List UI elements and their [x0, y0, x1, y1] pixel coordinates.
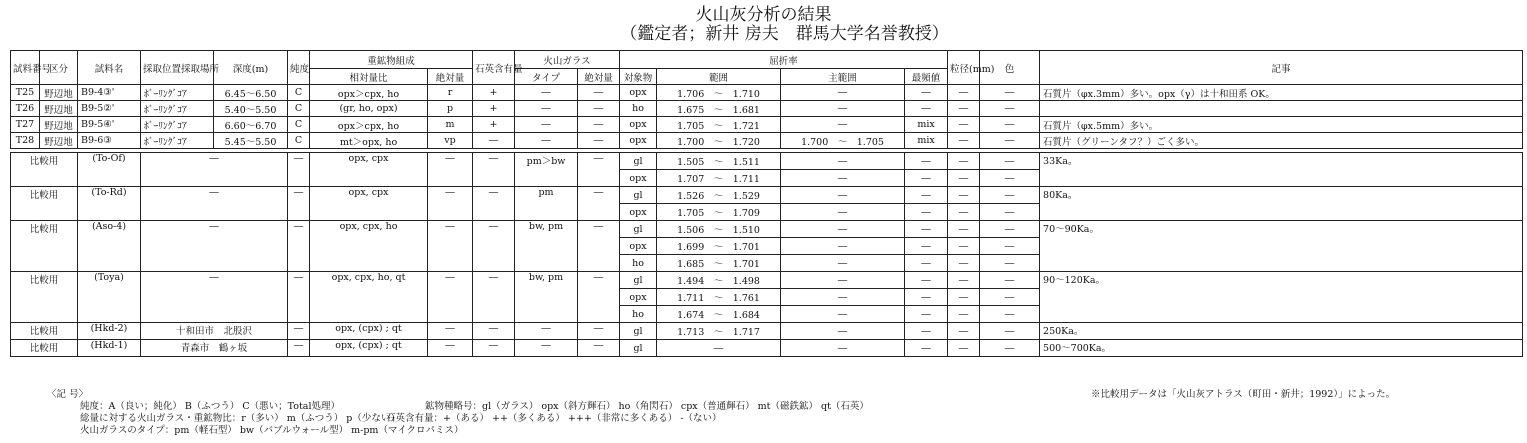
cell-absolute: r [428, 85, 473, 101]
cell-range: 1.707 ～ 1.711 [657, 170, 781, 187]
header-heavy-mineral: 重鉱物組成 [310, 51, 473, 69]
cell-remark: 石質片（グリーンタフ？）ごく多い。 [1040, 133, 1523, 149]
comparison-row [11, 272, 1523, 289]
cell-grain-size: ― [948, 221, 980, 238]
cell-purity: ― [288, 272, 310, 323]
legend-heading: 〈記 号〉 [47, 389, 89, 400]
cell-glass-absolute: ― [578, 117, 620, 133]
cell-color: ― [980, 117, 1040, 133]
cell-grain-size: ― [948, 153, 980, 170]
table-row [11, 85, 1523, 101]
comparison-rows [11, 149, 1523, 357]
header-relative-ratio: 相対量比 [310, 69, 428, 85]
table-row [11, 133, 1523, 149]
cell-sample-name: (To-Of) [78, 153, 141, 187]
comparison-row [11, 221, 1523, 238]
cell-glass-type: ― [515, 340, 578, 357]
document-title: 火山灰分析の結果 [695, 5, 832, 25]
cell-grain-size: ― [948, 101, 980, 117]
cell-color: ― [980, 153, 1040, 170]
cell-target-mineral: gl [620, 221, 657, 238]
cell-sample-name: B9-6③ [78, 133, 141, 149]
cell-quartz: ― [473, 187, 515, 221]
cell-absolute: ― [428, 187, 473, 221]
cell-location: ﾎﾞｰﾘﾝｸﾞｺｱ [141, 133, 214, 149]
cell-mode: ― [905, 238, 948, 255]
cell-range: 1.526 ～ 1.529 [657, 187, 781, 204]
header-sample-no: 試料番号 [11, 51, 40, 85]
cell-mode: ― [905, 340, 948, 357]
cell-category: 野辺地 [40, 101, 78, 117]
cell-location: ﾎﾞｰﾘﾝｸﾞｺｱ [141, 101, 214, 117]
cell-location: ﾎﾞｰﾘﾝｸﾞｺｱ [141, 85, 214, 101]
cell-color: ― [980, 85, 1040, 101]
cell-remark: 500～700Ka。 [1040, 340, 1523, 357]
cell-glass-type: ― [515, 133, 578, 149]
cell-location: 青森市 鶴ヶ坂 [141, 340, 288, 357]
cell-category: 比較用 [11, 221, 78, 272]
cell-purity: ― [288, 221, 310, 272]
cell-remark: 石質片（φx.3mm）多い。opx（γ）は十和田系 OK。 [1040, 85, 1523, 101]
legend-glass-type: 火山ガラスのタイプ：pm（軽石型） bw（バブルウォール型） m-pm（マイクロパミス） [80, 425, 464, 436]
cell-quartz: + [473, 85, 515, 101]
cell-purity: C [288, 133, 310, 149]
header-purity: 純度 [288, 51, 310, 85]
cell-color: ― [980, 101, 1040, 117]
cell-relative-ratio: opx＞cpx, ho [310, 85, 428, 101]
cell-depth: 5.45～5.50 [214, 133, 288, 149]
cell-glass-absolute: ― [578, 101, 620, 117]
cell-sample-name: (Toya) [78, 272, 141, 323]
cell-glass-type: pm＞bw [515, 153, 578, 187]
cell-main-range: ― [781, 255, 905, 272]
cell-target-mineral: gl [620, 187, 657, 204]
cell-target-mineral: opx [620, 170, 657, 187]
cell-main-range: ― [781, 323, 905, 340]
cell-quartz: + [473, 101, 515, 117]
cell-target-mineral: opx [620, 238, 657, 255]
cell-grain-size: ― [948, 323, 980, 340]
cell-category: 野辺地 [40, 133, 78, 149]
cell-glass-absolute: ― [578, 153, 620, 187]
cell-grain-size: ― [948, 255, 980, 272]
cell-absolute: ― [428, 153, 473, 187]
cell-grain-size: ― [948, 238, 980, 255]
cell-glass-type: pm [515, 187, 578, 221]
cell-quartz: ― [473, 323, 515, 340]
cell-color: ― [980, 323, 1040, 340]
cell-range: 1.711 ～ 1.761 [657, 289, 781, 306]
cell-quartz: ― [473, 221, 515, 272]
cell-remark: 石質片（φx.5mm）多い。 [1040, 117, 1523, 133]
header-category: 区分 [40, 51, 78, 85]
cell-range: 1.705 ～ 1.721 [657, 117, 781, 133]
cell-mode: ― [905, 255, 948, 272]
cell-mode: ― [905, 323, 948, 340]
cell-main-range: ― [781, 101, 905, 117]
legend-quartz-content: 石英含有量：+（ある） ++（多くある） +++（非常に多くある） -（ない） [386, 413, 722, 424]
cell-glass-absolute: ― [578, 221, 620, 272]
cell-main-range: ― [781, 85, 905, 101]
comparison-row [11, 153, 1523, 170]
cell-purity: C [288, 85, 310, 101]
cell-location: ― [141, 221, 288, 272]
cell-purity: ― [288, 187, 310, 221]
header-main-range: 主範囲 [781, 69, 905, 85]
legend-note: ※比較用データは「火山灰アトラス（町田・新井；1992）」によった。 [1091, 389, 1396, 400]
cell-relative-ratio: opx, cpx, ho, qt [310, 272, 428, 323]
comparison-row [11, 187, 1523, 204]
cell-main-range: ― [781, 340, 905, 357]
cell-relative-ratio: mt＞opx, ho [310, 133, 428, 149]
cell-location: ― [141, 153, 288, 187]
cell-range: 1.675 ～ 1.681 [657, 101, 781, 117]
cell-quartz: ― [473, 153, 515, 187]
table-row [11, 101, 1523, 117]
cell-sample-no: T27 [11, 117, 40, 133]
cell-mode: mix [905, 117, 948, 133]
cell-depth: 6.45～6.50 [214, 85, 288, 101]
cell-grain-size: ― [948, 340, 980, 357]
cell-range: ― [657, 340, 781, 357]
header-grain-size: 粒径(mm) [948, 51, 980, 85]
cell-color: ― [980, 289, 1040, 306]
cell-depth: 5.40～5.50 [214, 101, 288, 117]
cell-quartz: ― [473, 133, 515, 149]
cell-mode: ― [905, 101, 948, 117]
cell-mode: ― [905, 153, 948, 170]
cell-absolute: m [428, 117, 473, 133]
cell-sample-no: T26 [11, 101, 40, 117]
cell-purity: ― [288, 340, 310, 357]
cell-glass-type: ― [515, 85, 578, 101]
cell-glass-absolute: ― [578, 187, 620, 221]
cell-sample-no: T28 [11, 133, 40, 149]
cell-relative-ratio: opx＞cpx, ho [310, 117, 428, 133]
cell-glass-type: bw, pm [515, 221, 578, 272]
analysis-table [10, 50, 1523, 357]
cell-relative-ratio: opx, cpx [310, 153, 428, 187]
cell-grain-size: ― [948, 85, 980, 101]
cell-purity: C [288, 117, 310, 133]
cell-glass-type: ― [515, 101, 578, 117]
cell-main-range: 1.700 ～ 1.705 [781, 133, 905, 149]
cell-grain-size: ― [948, 170, 980, 187]
cell-glass-type: ― [515, 323, 578, 340]
header-range: 範囲 [657, 69, 781, 85]
cell-range: 1.685 ～ 1.701 [657, 255, 781, 272]
cell-sample-name: (Hkd-1) [78, 340, 141, 357]
cell-grain-size: ― [948, 204, 980, 221]
cell-sample-no: T25 [11, 85, 40, 101]
cell-color: ― [980, 272, 1040, 289]
cell-color: ― [980, 170, 1040, 187]
cell-grain-size: ― [948, 117, 980, 133]
cell-target-mineral: gl [620, 323, 657, 340]
legend-abundance: 総量に対する火山ガラス・重鉱物比：r（多い） m（ふつう） p（少ない） [80, 413, 400, 424]
cell-glass-absolute: ― [578, 272, 620, 323]
cell-range: 1.706 ～ 1.710 [657, 85, 781, 101]
cell-target-mineral: opx [620, 289, 657, 306]
header-mode: 最頻値 [905, 69, 948, 85]
cell-category: 比較用 [11, 187, 78, 221]
cell-grain-size: ― [948, 272, 980, 289]
header-location: 採取位置採取場所 [141, 51, 214, 85]
cell-glass-absolute: ― [578, 133, 620, 149]
comparison-row [11, 323, 1523, 340]
cell-range: 1.700 ～ 1.720 [657, 133, 781, 149]
cell-color: ― [980, 133, 1040, 149]
cell-sample-name: (Hkd-2) [78, 323, 141, 340]
comparison-row [11, 340, 1523, 357]
cell-location: 十和田市 北股沢 [141, 323, 288, 340]
cell-main-range: ― [781, 272, 905, 289]
legend-purity: 純度：A（良い；純化） B（ふつう） C（悪い；Total処理） [80, 401, 340, 412]
cell-relative-ratio: opx, (cpx) ; qt [310, 340, 428, 357]
cell-quartz: + [473, 117, 515, 133]
cell-color: ― [980, 306, 1040, 323]
cell-target-mineral: gl [620, 272, 657, 289]
cell-sample-name: B9-5④' [78, 117, 141, 133]
cell-main-range: ― [781, 289, 905, 306]
cell-remark: 33Ka。 [1040, 153, 1523, 187]
cell-main-range: ― [781, 153, 905, 170]
header-volcanic-glass: 火山ガラス [515, 51, 620, 69]
cell-mode: ― [905, 272, 948, 289]
cell-mode: ― [905, 221, 948, 238]
cell-absolute: ― [428, 340, 473, 357]
cell-category: 野辺地 [40, 117, 78, 133]
cell-main-range: ― [781, 306, 905, 323]
cell-relative-ratio: opx, cpx [310, 187, 428, 221]
cell-glass-absolute: ― [578, 340, 620, 357]
cell-mode: ― [905, 204, 948, 221]
cell-purity: ― [288, 153, 310, 187]
cell-target-mineral: opx [620, 204, 657, 221]
cell-target-mineral: opx [620, 85, 657, 101]
document-subtitle: （鑑定者；新井 房夫 群馬大学名誉教授） [620, 24, 949, 44]
cell-location: ﾎﾞｰﾘﾝｸﾞｺｱ [141, 117, 214, 133]
cell-absolute: p [428, 101, 473, 117]
cell-location: ― [141, 187, 288, 221]
cell-category: 比較用 [11, 323, 78, 340]
cell-mode: ― [905, 170, 948, 187]
cell-target-mineral: opx [620, 133, 657, 149]
cell-grain-size: ― [948, 187, 980, 204]
cell-sample-name: (To-Rd) [78, 187, 141, 221]
cell-color: ― [980, 221, 1040, 238]
cell-sample-name: (Aso-4) [78, 221, 141, 272]
cell-range: 1.505 ～ 1.511 [657, 153, 781, 170]
cell-grain-size: ― [948, 133, 980, 149]
cell-range: 1.494 ～ 1.498 [657, 272, 781, 289]
cell-remark: 80Ka。 [1040, 187, 1523, 221]
cell-remark: 70～90Ka。 [1040, 221, 1523, 272]
cell-category: 比較用 [11, 340, 78, 357]
cell-quartz: ― [473, 272, 515, 323]
cell-remark: 90～120Ka。 [1040, 272, 1523, 323]
cell-main-range: ― [781, 238, 905, 255]
cell-range: 1.506 ～ 1.510 [657, 221, 781, 238]
cell-purity: ― [288, 323, 310, 340]
cell-location: ― [141, 272, 288, 323]
cell-main-range: ― [781, 170, 905, 187]
cell-category: 比較用 [11, 153, 78, 187]
cell-relative-ratio: opx, cpx, ho [310, 221, 428, 272]
cell-depth: 6.60～6.70 [214, 117, 288, 133]
header-depth: 深度(m) [214, 51, 288, 85]
cell-target-mineral: opx [620, 117, 657, 133]
cell-main-range: ― [781, 204, 905, 221]
cell-color: ― [980, 255, 1040, 272]
cell-purity: C [288, 101, 310, 117]
cell-relative-ratio: (gr, ho, opx) [310, 101, 428, 117]
legend-mineral-abbr: 鉱物種略号：gl（ガラス） opx（斜方輝石） ho（角閃石） cpx（普通輝石） mt（磁鉄鉱） qt（石英） [425, 401, 869, 412]
cell-remark [1040, 101, 1523, 117]
cell-category: 野辺地 [40, 85, 78, 101]
cell-relative-ratio: opx, (cpx) ; qt [310, 323, 428, 340]
cell-target-mineral: gl [620, 340, 657, 357]
cell-glass-absolute: ― [578, 85, 620, 101]
cell-mode: ― [905, 85, 948, 101]
cell-mode: ― [905, 306, 948, 323]
cell-category: 比較用 [11, 272, 78, 323]
cell-range: 1.699 ～ 1.701 [657, 238, 781, 255]
header-sample-name: 試料名 [78, 51, 141, 85]
cell-glass-type: bw, pm [515, 272, 578, 323]
header-quartz: 石英含有量 [473, 51, 515, 85]
cell-remark: 250Ka。 [1040, 323, 1523, 340]
cell-target-mineral: ho [620, 306, 657, 323]
cell-main-range: ― [781, 117, 905, 133]
cell-quartz: ― [473, 340, 515, 357]
cell-absolute: ― [428, 323, 473, 340]
cell-target-mineral: gl [620, 153, 657, 170]
cell-grain-size: ― [948, 289, 980, 306]
table-row [11, 117, 1523, 133]
cell-mode: ― [905, 187, 948, 204]
header-glass-type: タイプ [515, 69, 578, 85]
cell-color: ― [980, 238, 1040, 255]
header-glass-absolute: 絶対量 [578, 69, 620, 85]
cell-grain-size: ― [948, 306, 980, 323]
cell-color: ― [980, 204, 1040, 221]
header-color: 色 [980, 51, 1040, 85]
cell-mode: mix [905, 133, 948, 149]
cell-absolute: ― [428, 221, 473, 272]
header-refractive-index: 屈折率 [620, 51, 948, 69]
cell-mode: ― [905, 289, 948, 306]
cell-color: ― [980, 187, 1040, 204]
cell-target-mineral: ho [620, 101, 657, 117]
cell-range: 1.674 ～ 1.684 [657, 306, 781, 323]
cell-absolute: ― [428, 272, 473, 323]
cell-sample-name: B9-5②' [78, 101, 141, 117]
cell-main-range: ― [781, 221, 905, 238]
cell-target-mineral: ho [620, 255, 657, 272]
main-rows [11, 85, 1523, 149]
header-target-mineral: 対象物 [620, 69, 657, 85]
cell-glass-type: ― [515, 117, 578, 133]
cell-color: ― [980, 340, 1040, 357]
header-absolute: 絶対量 [428, 69, 473, 85]
cell-sample-name: B9-4③' [78, 85, 141, 101]
cell-absolute: vp [428, 133, 473, 149]
cell-glass-absolute: ― [578, 323, 620, 340]
header-remarks: 記事 [1040, 51, 1523, 85]
cell-range: 1.713 ～ 1.717 [657, 323, 781, 340]
cell-range: 1.705 ～ 1.709 [657, 204, 781, 221]
cell-main-range: ― [781, 187, 905, 204]
